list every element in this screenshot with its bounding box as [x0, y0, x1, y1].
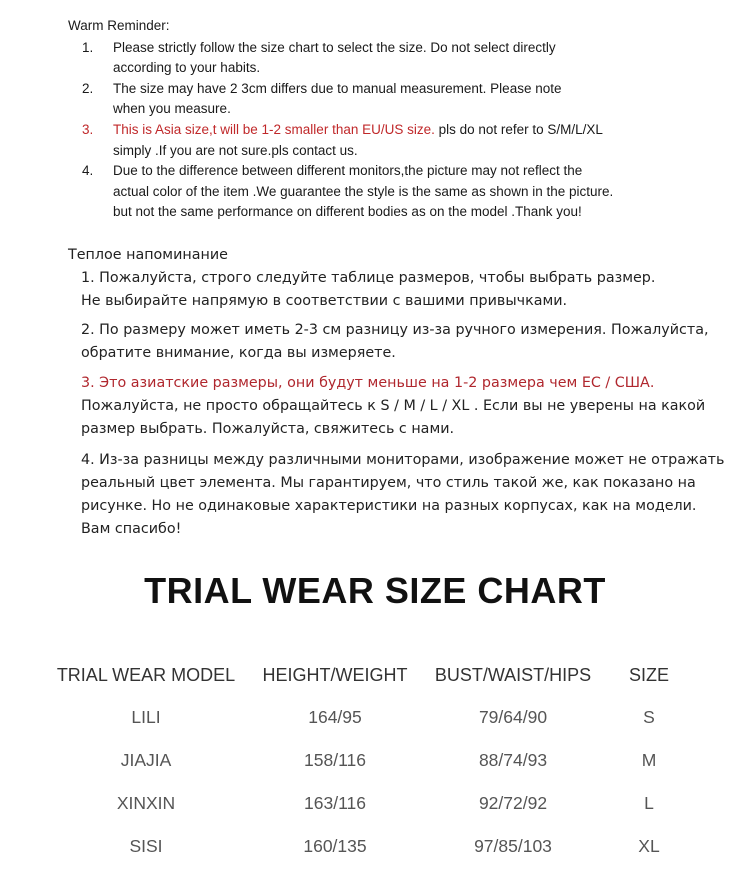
reminder-item-1	[82, 38, 728, 79]
reminder-ru-item-2	[81, 319, 738, 365]
size-cell: M	[641, 750, 657, 770]
size-cell: S	[643, 707, 655, 727]
reminder-item-number: 3.	[82, 121, 94, 137]
size-cell: L	[644, 793, 654, 813]
reminder-ru-item-1	[81, 267, 738, 313]
asia-size-warning-ru: 3. Это азиатские размеры, они будут меньше на 1-2 размера чем ЕС / США.	[81, 375, 655, 391]
reminder-ru-text: обратите внимание, когда вы измеряете.	[81, 345, 396, 361]
height-weight-cell: 160/135	[303, 836, 367, 856]
size-chart-title: TRIAL WEAR SIZE CHART	[144, 570, 606, 611]
height-weight-cell: 164/95	[308, 707, 362, 727]
reminder-ru-text: реальный цвет элемента. Мы гарантируем, что стиль такой же, как показано на	[81, 475, 696, 491]
bust-waist-hips-cell: 97/85/103	[474, 836, 552, 856]
reminder-item-text: but not the same performance on different bodies as on the model .Thank you!	[113, 204, 582, 220]
reminder-ru-text: 2. По размеру может иметь 2-3 см разницу из-за ручного измерения. Пожалуйста,	[81, 322, 709, 338]
warm-reminder-title-ru: Теплое напоминание	[68, 247, 228, 263]
reminder-item-2	[82, 79, 728, 120]
asia-size-warning: This is Asia size,t will be 1-2 smaller than EU/US size.	[113, 121, 435, 137]
warm-reminder-russian	[68, 244, 738, 541]
reminder-item-3	[82, 120, 728, 161]
reminder-item-4	[82, 161, 728, 223]
model-name-cell: JIAJIA	[120, 750, 172, 770]
reminder-ru-item-4	[81, 449, 738, 541]
reminder-item-text: according to your habits.	[113, 60, 261, 76]
model-name-cell: XINXIN	[116, 793, 176, 813]
table-row	[46, 739, 696, 782]
reminder-item-text-line	[113, 120, 728, 141]
reminder-ru-item-3	[81, 372, 738, 441]
reminder-item-text: pls do not refer to S/M/L/XL	[434, 121, 603, 137]
warm-reminder-english	[68, 16, 728, 223]
header-height-weight: HEIGHT/WEIGHT	[262, 664, 408, 685]
size-cell: XL	[638, 836, 660, 856]
reminder-ru-text: размер выбрать. Пожалуйста, свяжитесь с нами.	[81, 421, 455, 437]
reminder-ru-text: 4. Из-за разницы между различными мониторами, изображение может не отражать	[81, 452, 725, 468]
size-chart-table	[46, 654, 696, 868]
header-size: SIZE	[628, 664, 669, 685]
reminder-item-text: simply .If you are not sure.pls contact us.	[113, 142, 358, 158]
reminder-ru-text: рисунке. Но не одинаковые характеристики на разных корпусах, как на модели.	[81, 498, 697, 514]
reminder-item-text: when you measure.	[113, 101, 231, 117]
height-weight-cell: 158/116	[304, 750, 366, 770]
bust-waist-hips-cell: 88/74/93	[478, 750, 548, 770]
reminder-item-number: 4.	[82, 163, 94, 179]
reminder-item-number: 1.	[82, 39, 94, 55]
header-bust-waist-hips: BUST/WAIST/HIPS	[434, 664, 592, 685]
reminder-item-text: Due to the difference between different monitors,the picture may not reflect the	[113, 163, 583, 179]
model-name-cell: LILI	[131, 707, 161, 727]
reminder-ru-text: Вам спасибо!	[81, 521, 182, 537]
model-name-cell: SISI	[129, 836, 163, 856]
reminder-ru-text: Пожалуйста, не просто обращайтесь к S / M / L / XL . Если вы не уверены на какой	[81, 398, 706, 414]
reminder-item-text: actual color of the item .We guarantee the style is the same as shown in the picture.	[113, 183, 614, 199]
table-row	[46, 696, 696, 739]
table-header-row	[46, 654, 696, 696]
reminder-item-text: Please strictly follow the size chart to select the size. Do not select directly	[113, 39, 556, 55]
reminder-item-number: 2.	[82, 80, 94, 96]
warm-reminder-title: Warm Reminder:	[68, 18, 170, 33]
table-row	[46, 825, 696, 868]
bust-waist-hips-cell: 92/72/92	[478, 793, 548, 813]
reminder-ru-text: Не выбирайте напрямую в соответствии с вашими привычками.	[81, 293, 568, 309]
header-trial-wear-model: TRIAL WEAR MODEL	[56, 664, 236, 685]
bust-waist-hips-cell: 79/64/90	[478, 707, 548, 727]
height-weight-cell: 163/116	[304, 793, 366, 813]
table-row	[46, 782, 696, 825]
reminder-item-text: The size may have 2 3cm differs due to manual measurement. Please note	[113, 80, 562, 96]
reminder-ru-text: 1. Пожалуйста, строго следуйте таблице размеров, чтобы выбрать размер.	[81, 270, 656, 286]
